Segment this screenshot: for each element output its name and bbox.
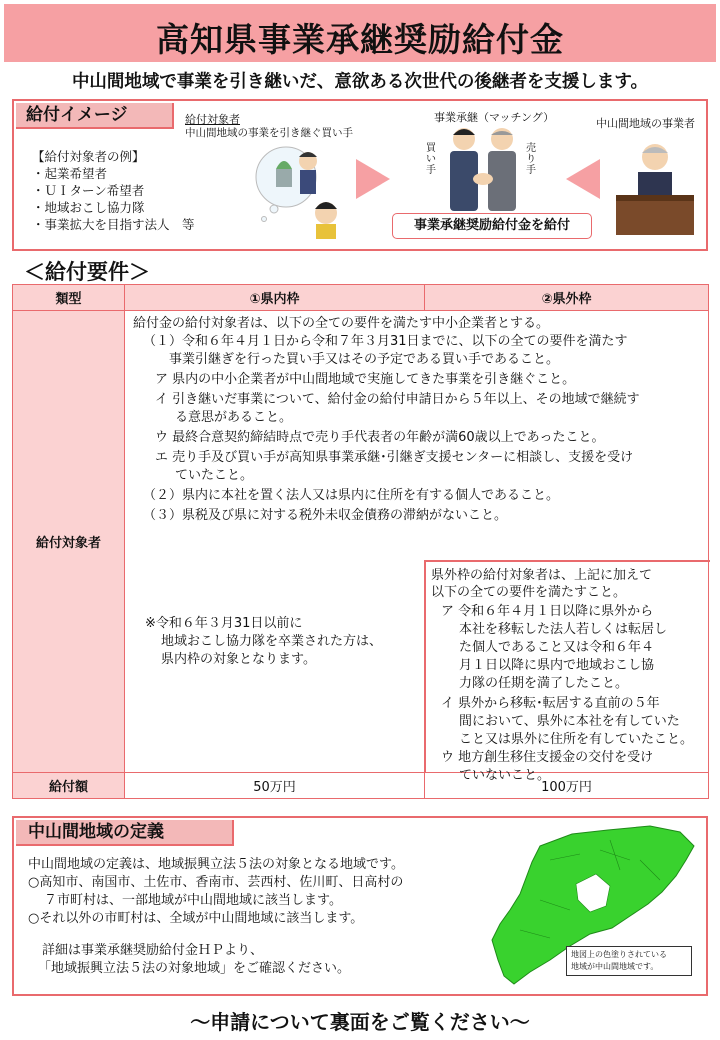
definition-line: 詳細は事業承継奨励給付金ＨＰより、 <box>42 943 264 958</box>
out-text: 本社を移転した法人若しくは転居し <box>459 622 668 637</box>
title-band <box>4 4 716 62</box>
image-section <box>12 99 708 251</box>
definition-header <box>16 820 234 846</box>
header-in: ①県内枠 <box>125 285 425 311</box>
buyer-subtitle: 中山間地域の事業を引き継ぐ買い手 <box>185 127 353 139</box>
common-text: （１）令和６年４月１日から令和７年３月31日までに、以下の全ての要件を満たす <box>143 334 628 349</box>
definition-line: ○高知市、南国市、土佐市、香南市、芸西村、佐川町、日高村の <box>28 875 404 890</box>
out-text: 力隊の任期を満了したこと。 <box>459 676 629 691</box>
common-text: ウ 最終合意契約締結時点で売り手代表者の年齢が満60歳以上であったこと。 <box>155 430 605 445</box>
common-text: 事業引継ぎを行った買い手又はその予定である買い手であること。 <box>169 352 560 367</box>
examples-list <box>32 148 195 233</box>
out-text: 月１日以降に県内で地域おこし協 <box>459 658 655 673</box>
common-text: ア 県内の中小企業者が中山間地域で実施してきた事業を引き継ぐこと。 <box>155 372 576 387</box>
arrow-right-icon <box>356 159 390 199</box>
map-note-line: 地図上の色塗りされている <box>571 950 667 959</box>
in-note: ※令和６年３月31日以前に <box>145 616 303 631</box>
common-text: エ 売り手及び買い手が高知県事業承継･引継ぎ支援センターに相談し、支援を受け <box>155 450 634 465</box>
map-note <box>566 946 692 976</box>
lead-text: 中山間地域で事業を引き継いだ、意欲ある次世代の後継者を支援します。 <box>71 72 649 92</box>
header-out: ②県外枠 <box>425 285 709 311</box>
buyer-illustration <box>246 139 346 239</box>
out-text: た個人であること又は令和６年４ <box>459 640 655 655</box>
page-title: 高知県事業承継奨励給付金 <box>156 20 564 59</box>
out-text: 以下の全ての要件を満たすこと。 <box>431 585 627 600</box>
example-item: ・起業希望者 <box>32 166 108 181</box>
seller-label: 中山間地域の事業者 <box>596 117 695 130</box>
out-text: ウ 地方創生移住支援金の交付を受け <box>441 750 654 765</box>
row-label-amount: 給付額 <box>13 773 125 799</box>
handshake-illustration <box>440 121 526 213</box>
out-text: イ 県外から移転･転居する直前の５年 <box>441 696 660 711</box>
definition-line: 「地域振興立法５法の対象地域」をご確認ください。 <box>38 961 351 976</box>
buyer-title: 給付対象者 <box>185 113 240 126</box>
definition-line: 中山間地域の定義は、地域振興立法５法の対象となる地域です。 <box>28 857 404 872</box>
row-label-target: 給付対象者 <box>13 311 125 773</box>
out-text: 間において、県外に本社を有していた <box>459 714 680 729</box>
header-type: 類型 <box>13 285 125 311</box>
common-text: る意思があること。 <box>175 410 293 425</box>
award-label: 事業承継奨励給付金を給付 <box>392 213 592 239</box>
amount-in: 50万円 <box>125 773 425 799</box>
image-section-heading: 給付イメージ <box>26 105 128 125</box>
seller-vertical-label: 売り手 <box>526 143 536 176</box>
out-text: 県外枠の給付対象者は、上記に加えて <box>431 568 653 583</box>
out-text: こと又は県外に住所を有していたこと。 <box>459 732 694 747</box>
footer-text: 〜申請について裏面をご覧ください〜 <box>190 1010 530 1034</box>
seller-illustration <box>612 135 698 237</box>
common-text: ていたこと。 <box>175 468 254 483</box>
out-text: ア 令和６年４月１日以降に県外から <box>441 604 654 619</box>
common-text: 給付金の給付対象者は、以下の全ての要件を満たす中小企業者とする。 <box>133 316 550 331</box>
in-note: 地域おこし協力隊を卒業された方は、 <box>161 634 383 649</box>
examples-title: 【給付対象者の例】 <box>32 149 145 164</box>
requirements-heading: ＜給付要件＞ <box>24 260 150 284</box>
common-text: （２）県内に本社を置く法人又は県内に住所を有する個人であること。 <box>143 488 560 503</box>
image-section-header <box>16 103 174 129</box>
buyer-vertical-label: 買い手 <box>426 143 436 176</box>
common-text: イ 引き継いだ事業について、給付金の給付申請日から５年以上、その地域で継続す <box>155 392 640 407</box>
out-box-top <box>424 560 710 562</box>
in-note: 県内枠の対象となります。 <box>161 652 316 667</box>
definition-section <box>12 816 708 996</box>
target-cell <box>125 311 709 783</box>
example-item: ・ＵＩターン希望者 <box>32 183 145 198</box>
definition-heading: 中山間地域の定義 <box>28 822 164 842</box>
example-item: ・事業拡大を目指す法人 等 <box>32 217 195 232</box>
arrow-left-icon <box>566 159 600 199</box>
out-text: ていないこと。 <box>459 768 551 783</box>
table-row-target <box>13 311 709 773</box>
definition-line: ○それ以外の市町村は、全域が中山間地域に該当します。 <box>28 911 364 926</box>
column-divider <box>424 560 426 773</box>
map-note-line: 地域が中山間地域です。 <box>571 962 659 971</box>
requirements-table <box>12 284 709 799</box>
common-text: （３）県税及び県に対する税外未収金債務の滞納がないこと。 <box>143 508 508 523</box>
matching-label: 事業承継（マッチング） <box>434 111 555 124</box>
table-row-amount <box>13 773 709 799</box>
table-header-row <box>13 285 709 311</box>
amount-out: 100万円 <box>425 773 709 799</box>
definition-line: ７市町村は、一部地域が中山間地域に該当します。 <box>44 893 342 908</box>
example-item: ・地域おこし協力隊 <box>32 200 145 215</box>
